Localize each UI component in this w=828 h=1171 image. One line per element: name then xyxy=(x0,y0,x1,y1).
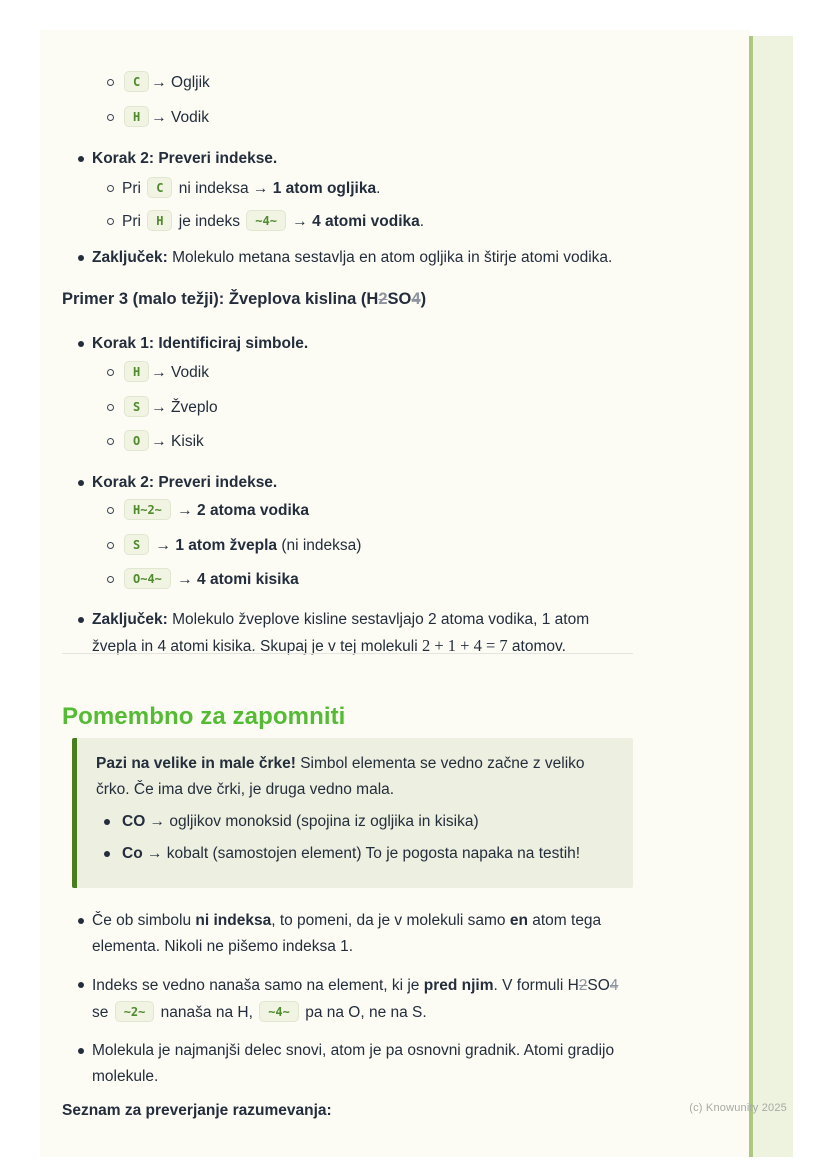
callout-lead xyxy=(96,751,609,803)
disc-bullet-icon xyxy=(104,851,110,857)
watermark: (c) Knowunity 2025 xyxy=(689,1102,787,1114)
list-item-symbol-s xyxy=(62,395,633,420)
formula-badge: O~4~ xyxy=(124,568,171,589)
list-item-index-h2 xyxy=(62,498,633,523)
document-page xyxy=(40,30,750,1157)
section-heading: Pomembno za zapomniti xyxy=(62,703,346,730)
element-symbol-badge: H xyxy=(124,361,149,382)
strike-digit: 4 xyxy=(411,290,421,308)
example-3-heading xyxy=(62,287,426,312)
conclusion-text: atomov. xyxy=(507,638,566,655)
bold-segment: 1 atom ogljika xyxy=(272,180,377,197)
list-item-index-o4 xyxy=(62,567,633,592)
disc-bullet-icon xyxy=(78,982,84,988)
bold-segment: ni indeksa xyxy=(195,912,272,929)
text-segment: Pri xyxy=(122,213,146,230)
text-segment: je indeks xyxy=(174,213,245,230)
element-symbol-badge: S xyxy=(124,396,149,417)
next-page-edge[interactable] xyxy=(749,36,793,1157)
symbol-label: → Vodik xyxy=(151,109,209,126)
text-segment: nanaša na H, xyxy=(156,1004,258,1021)
arrow-segment: → xyxy=(172,502,198,519)
arrow-segment: → xyxy=(172,571,198,588)
divider xyxy=(62,653,633,654)
index-badge: ~4~ xyxy=(259,1001,299,1022)
disc-bullet-icon xyxy=(78,156,84,162)
text-segment: . xyxy=(376,180,381,197)
note-item xyxy=(62,972,633,1026)
formula-bold: Co xyxy=(122,845,143,862)
disc-bullet-icon xyxy=(78,617,84,623)
arrow-segment: → xyxy=(287,213,313,230)
list-item-symbol-c xyxy=(62,70,633,95)
important-callout xyxy=(72,738,633,888)
disc-bullet-icon xyxy=(78,480,84,486)
circle-bullet-icon xyxy=(107,404,114,411)
list-item-check-h xyxy=(62,209,633,234)
heading-segment: ) xyxy=(420,290,427,308)
step-heading-label: Korak 2: Preveri indekse. xyxy=(92,474,278,491)
text-segment: pa na O, ne na S. xyxy=(300,1004,427,1021)
element-symbol-badge: C xyxy=(124,71,149,92)
symbol-label: → Ogljik xyxy=(151,74,210,91)
step-heading xyxy=(62,470,633,495)
circle-bullet-icon xyxy=(107,369,114,376)
text-segment: atom tega elementa. Nikoli ne pišemo indeksa 1. xyxy=(92,912,602,955)
circle-bullet-icon xyxy=(107,542,114,549)
conclusion-label: Zaključek: xyxy=(92,249,168,266)
list-item-index-s xyxy=(62,533,633,558)
conclusion-label: Zaključek: xyxy=(92,611,168,628)
index-badge: ~4~ xyxy=(246,210,286,231)
callout-item-co-element xyxy=(96,841,609,867)
text-segment: SO xyxy=(587,977,610,994)
step-heading-label: Korak 2: Preveri indekse. xyxy=(92,150,278,167)
conclusion-text: Molekulo metana sestavlja en atom ogljika in štirje atomi vodika. xyxy=(167,249,613,266)
callout-lead-text: Simbol elementa se vedno začne z veliko črko. Če ima dve črki, je druga vedno mala. xyxy=(96,755,585,798)
checklist-heading: Seznam za preverjanje razumevanja: xyxy=(62,1102,332,1119)
math-expression: 2 + 1 + 4 = 7 xyxy=(421,636,508,655)
formula-bold: CO xyxy=(122,813,146,830)
note-item xyxy=(62,908,633,960)
heading-segment: Primer 3 (malo težji): Žveplova kislina (H xyxy=(62,290,379,308)
circle-bullet-icon xyxy=(107,438,114,445)
circle-bullet-icon xyxy=(107,218,114,225)
text-segment: se xyxy=(92,1004,113,1021)
bold-segment: en xyxy=(509,912,528,929)
list-item-check-c xyxy=(62,176,633,201)
element-symbol-badge: H xyxy=(147,210,172,231)
text-segment: Molekula je najmanjši delec snovi, atom je pa osnovni gradnik. Atomi gradijo molekule. xyxy=(92,1042,615,1085)
strike-digit: 2 xyxy=(578,977,588,994)
symbol-label: → Kisik xyxy=(151,433,204,450)
bold-segment: 4 atomi vodika xyxy=(312,213,420,230)
list-item-symbol-h xyxy=(62,360,633,385)
text-segment: Indeks se vedno nanaša samo na element, ki je xyxy=(92,977,424,994)
formula-badge: S xyxy=(124,534,149,555)
disc-bullet-icon xyxy=(78,341,84,347)
step-heading xyxy=(62,331,633,356)
text-segment: ni indeksa → xyxy=(174,180,273,197)
circle-bullet-icon xyxy=(107,507,114,514)
circle-bullet-icon xyxy=(107,185,114,192)
element-symbol-badge: O xyxy=(124,430,149,451)
text-segment: Če ob simbolu xyxy=(92,912,196,929)
text-segment: Pri xyxy=(122,180,146,197)
strike-digit: 2 xyxy=(378,290,388,308)
element-symbol-badge: C xyxy=(147,177,172,198)
element-symbol-badge: H xyxy=(124,106,149,127)
step-heading xyxy=(62,146,633,171)
step-heading-label: Korak 1: Identificiraj simbole. xyxy=(92,335,309,352)
conclusion xyxy=(62,245,633,270)
text-segment: → ogljikov monoksid (spojina iz ogljika in kisika) xyxy=(145,813,479,830)
heading-segment: SO xyxy=(387,290,412,308)
callout-lead-bold: Pazi na velike in male črke! xyxy=(96,755,296,772)
symbol-label: → Žveplo xyxy=(151,399,218,416)
text-segment: . V formuli H xyxy=(493,977,579,994)
conclusion-text: Molekulo žveplove kisline sestavljajo 2 atoma vodika, 1 atom žvepla in 4 atomi kisika. Skupaj je v tej molekuli xyxy=(92,611,590,655)
list-item-symbol-o xyxy=(62,429,633,454)
index-badge: ~2~ xyxy=(115,1001,155,1022)
symbol-label: → Vodik xyxy=(151,364,209,381)
bold-segment: 4 atomi kisika xyxy=(197,571,299,588)
disc-bullet-icon xyxy=(78,255,84,261)
list-item-symbol-h xyxy=(62,105,633,130)
text-segment: → kobalt (samostojen element) To je pogosta napaka na testih! xyxy=(142,845,581,862)
circle-bullet-icon xyxy=(107,576,114,583)
callout-item-co xyxy=(96,809,609,835)
formula-badge: H~2~ xyxy=(124,499,171,520)
disc-bullet-icon xyxy=(78,918,84,924)
text-segment: (ni indeksa) xyxy=(277,537,362,554)
arrow-segment: → xyxy=(151,537,176,554)
bold-segment: pred njim xyxy=(423,977,494,994)
disc-bullet-icon xyxy=(78,1048,84,1054)
circle-bullet-icon xyxy=(107,114,114,121)
bold-segment: 1 atom žvepla xyxy=(175,537,278,554)
disc-bullet-icon xyxy=(104,819,110,825)
text-segment: . xyxy=(419,213,425,230)
note-item xyxy=(62,1038,633,1090)
circle-bullet-icon xyxy=(107,79,114,86)
text-segment: , to pomeni, da je v molekuli samo xyxy=(271,912,510,929)
bold-segment: 2 atoma vodika xyxy=(197,502,310,519)
strike-digit: 4 xyxy=(609,977,619,994)
